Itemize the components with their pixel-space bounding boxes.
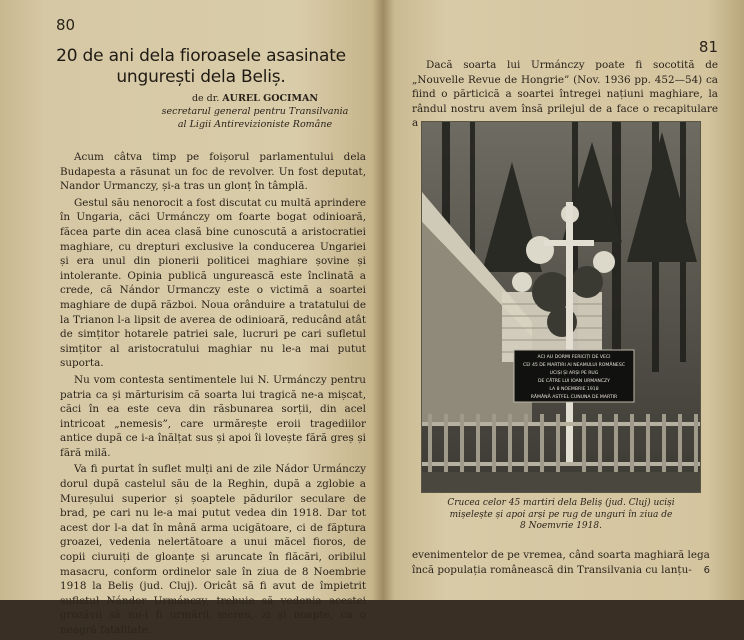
- page-number-right: 81: [698, 38, 718, 56]
- article-body-right-bottom: [412, 548, 718, 577]
- memorial-photo-illustration: [422, 122, 700, 492]
- title-line-2: ungurești dela Beliș.: [116, 67, 286, 87]
- plaque-line-1: ACI AU DORMI FERICIȚI DE VECI: [537, 355, 611, 360]
- title-line-1: 20 de ani dela fioroasele asasinate: [56, 46, 346, 66]
- plaque-line-5: LA 8 NOEMBRIE 1918: [549, 387, 599, 392]
- plaque-line-4: DE CĂTRE LUI IOAN URMANCZY: [538, 379, 610, 384]
- article-body-left: [60, 150, 366, 640]
- paragraph-1: Acum câtva timp pe foișorul parlamentului dela Budapesta a răsunat un foc de revolver. Un fost deputat, Nandor Urmanczy, și-a tras un glonț în tâmplă.: [60, 151, 366, 193]
- memorial-photo: [422, 122, 700, 492]
- page-number-left: 80: [56, 16, 76, 34]
- caption-line-3: 8 Noemvrie 1918.: [520, 521, 602, 531]
- plaque-line-6: RĂMÂNĂ ASTFEL CUNUNA DE MARTIR: [530, 395, 618, 400]
- signature-mark: 6: [703, 565, 710, 576]
- author-desc-1: secretarul general pentru Transilvania: [161, 106, 349, 117]
- paragraph-4: Va fi purtat în suflet mulți ani de zile Nádor Urmánczy dorul după castelul său de la Reghin, după a zglobie a Mureșului superior și șoaptele pădurilor seculare de brad, pe cari nu le-a mai putut vedea din 1918. Dar tot acest dor l-a dat în mână arma ucigătoare, ci de făptura groazei, vedenia nelertătoare a unui măcel fioros, de copii ciuruiți de gloanțe și aruncate în flăcări, oribilul masacru, conform ordinelor sale în ziua de 8 Noembrie 1918 la Beliș (jud. Cluj). Oricât să fi avut de împietrit sufletul Nándor Urmánczy, trebuie să vedenia acestei grozăvii să nu-l fi urmărit mereu, zi și noapte, ca o neagră fatalitate.: [60, 463, 366, 636]
- article-body-right-top: [412, 58, 718, 131]
- plaque-line-3: UCIȘI ȘI ARȘI PE RUG: [549, 371, 599, 376]
- article-title: [40, 46, 362, 88]
- photo-caption: [422, 498, 700, 533]
- byline-prefix: de dr.: [191, 93, 220, 104]
- author-desc-2: al Ligii Antirevizioniste Române: [177, 119, 333, 130]
- byline: [150, 92, 360, 131]
- right-page: [382, 0, 744, 600]
- bottom-line-1: evenimentelor de pe vremea, când soarta maghiară lega: [412, 549, 710, 561]
- bottom-line-2: încă populația românească din Transilvania cu lanțu-: [412, 563, 692, 576]
- paragraph-2: Gestul său nenorocit a fost discutat cu multă aprindere în Ungaria, căci Urmánczy om foarte bogat odinioară, făcea parte din acea clasă bine cunoscută a aristocratiei maghiare, cu drepturi exclusive la conducerea Ungariei și era unul din pionerii politicei maghiare șovine și intolerante. Opinia publică ungurească este înclinată a crede, că Nándor Urmanczy este o victimă a soartei maghiare de după război. Noua orânduire a tratatului de la Trianon l-a lipsit de averea de odinioară, reducând atât de simțitor hotarele patriei sale, lucruri pe cari sufletul simțitor al aristocratului maghiar nu le-a mai putut suporta.: [60, 196, 366, 370]
- author-name: AUREL GOCIMAN: [222, 93, 319, 104]
- paragraph-3: Nu vom contesta sentimentele lui N. Urmánczy pentru patria ca și mărturisim că soarta lui tragică ne-a mișcat, căci în ea este ceva din răsbunarea sorții, din acel intricoat „nemesis”, care urmărește eroii tragediilor antice după ce i-a înălțat sus și apoi îi lovește fără greș și fără milă.: [60, 373, 366, 459]
- caption-line-2: mișelește și apoi arși pe rug de unguri în ziua de: [449, 509, 673, 520]
- byline-author-line: [150, 92, 360, 105]
- plaque-line-2: CEI 45 DE MARTIRI AI NEAMULUI ROMÂNESC: [523, 363, 625, 368]
- caption-line-1: Crucea celor 45 martiri dela Beliș (jud. Cluj) uciși: [447, 498, 675, 508]
- right-top-paragraph: Dacă soarta lui Urmánczy poate fi socotită de „Nouvelle Revue de Hongrie” (Nov. 1936 pp. 452—54) ca fiind o părticică a soartei întregei națiuni maghiare, la rândul nostru avem însă prilejul de a face o recapitulare a: [412, 59, 718, 130]
